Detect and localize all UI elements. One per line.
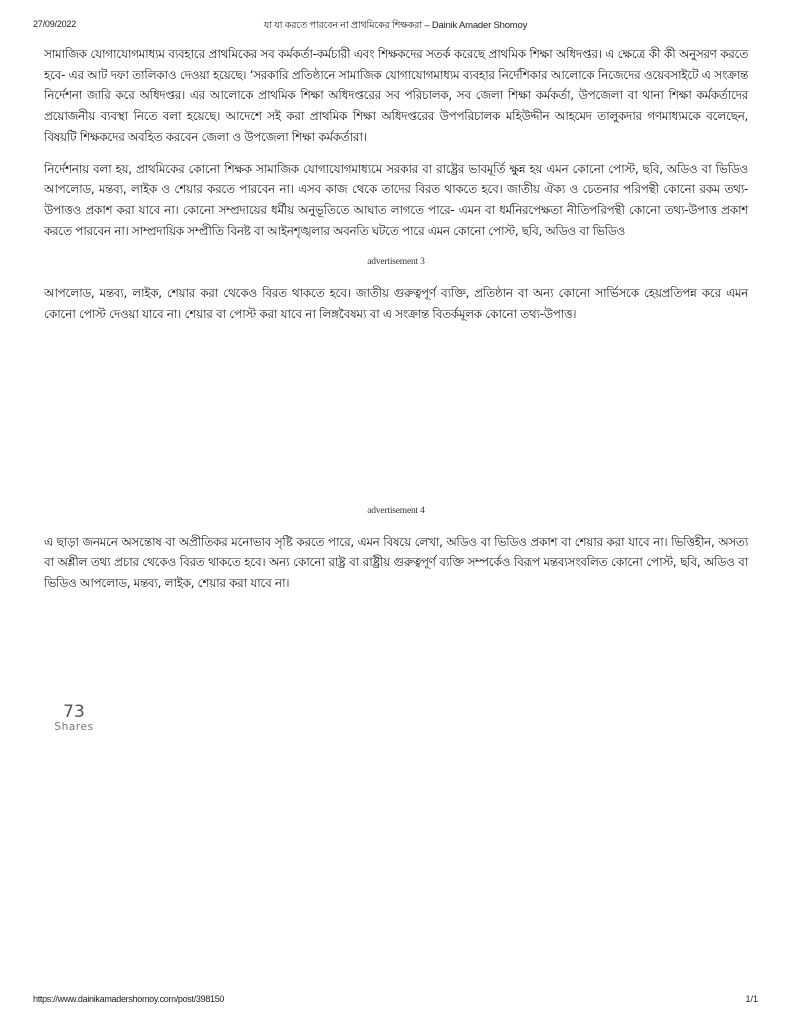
print-date: 27/09/2022 — [33, 19, 77, 29]
share-counter[interactable] — [52, 703, 96, 734]
share-count: 73 — [63, 702, 85, 722]
page-url: https://www.dainikamadershomoy.com/post/398150 — [33, 994, 225, 1004]
share-label: Shares — [54, 721, 94, 733]
article-paragraph: সামাজিক যোগাযোগমাধ্যম ব্যবহারে প্রাথমিকের সব কর্মকর্তা-কর্মচারী এবং শিক্ষকদের সতর্ক করেছে প্রাথমিক শিক্ষা অধিদপ্তর। এ ক্ষেত্রে কী কী অনুসরণ করতে হবে- এর আট দফা তালিকাও দেওয়া হয়েছে। ‘সরকারি প্রতিষ্ঠানে সামাজিক যোগাযোগমাধ্যম ব্যবহার নির্দেশিকার আলোকে নিজেদের ওয়েবসাইটে এ সংক্রান্ত নির্দেশনা জারি করে অধিদপ্তর। এর আলোকে প্রাথমিক শিক্ষা অধিদপ্তরের সব পরিচালক, সব জেলা শিক্ষা কর্মকর্তা, উপজেলা বা থানা শিক্ষা কর্মকর্তাদের প্রয়োজনীয় ব্যবস্থা নিতে বলা হয়েছে। আদেশে সই করা প্রাথমিক শিক্ষা অধিদপ্তরের উপপরিচালক মহিউদ্দীন আহমেদ তালুকদার গণমাধ্যমকে বলেছেন, বিষয়টি শিক্ষকদের অবহিত করবেন জেলা ও উপজেলা শিক্ষা কর্মকর্তারা। — [44, 47, 748, 144]
article-paragraph: এ ছাড়া জনমনে অসন্তোষ বা অপ্রীতিকর মনোভাব সৃষ্টি করতে পারে, এমন বিষয়ে লেখা, অডিও বা ভিডিও প্রকাশ বা শেয়ার করা যাবে না। ভিত্তিহীন, অসত্য বা অশ্লীল তথ্য প্রচার থেকেও বিরত থাকতে হবে। অন্য কোনো রাষ্ট্র বা রাষ্ট্রীয় গুরুত্বপূর্ণ ব্যক্তি সম্পর্কেও বিরূপ মন্তব্যসংবলিত কোনো পোস্ট, ছবি, অডিও বা ভিডিও আপলোড, মন্তব্য, লাইক, শেয়ার করা যাবে না। — [44, 534, 748, 591]
advertisement-label: advertisement 3 — [367, 257, 425, 268]
page-title: যা যা করতে পারবেন না প্রাথমিকের শিক্ষকরা – Dainik Amader Shomoy — [263, 20, 528, 31]
advertisement-label: advertisement 4 — [367, 505, 425, 516]
article-paragraph: নির্দেশনায় বলা হয়, প্রাথমিকের কোনো শিক্ষক সামাজিক যোগাযোগমাধ্যমে সরকার বা রাষ্ট্রের ভাবমূর্তি ক্ষুন্ন হয় এমন কোনো পোস্ট, ছবি, অডিও বা ভিডিও আপলোড, মন্তব্য, লাইক ও শেয়ার করতে পারবেন না। এসব কাজ থেকে তাদের বিরত থাকতে হবে। জাতীয় ঐক্য ও চেতনার পরিপন্থী কোনো রকম তথ্য-উপাত্তও প্রকাশ করা যাবে না। কোনো সম্প্রদায়ের ধর্মীয় অনুভূতিতে আঘাত লাগতে পারে- এমন বা ধর্মনিরপেক্ষতা নীতিপরিপন্থী কোনো তথ্য-উপাত্ত প্রকাশ করতে পারবেন না। সাম্প্রদায়িক সম্প্রীতি বিনষ্ট বা আইনশৃঙ্খলার অবনতি ঘটতে পারে এমন কোনো পোস্ট, ছবি, অডিও বা ভিডিও — [44, 161, 748, 238]
page-number: 1/1 — [745, 994, 758, 1004]
article-body — [44, 44, 748, 594]
article-paragraph: আপলোড, মন্তব্য, লাইক, শেয়ার করা থেকেও বিরত থাকতে হবে। জাতীয় গুরুত্বপূর্ণ ব্যক্তি, প্রতিষ্ঠান বা অন্য কোনো সার্ভিসকে হেয়প্রতিপন্ন করে এমন কোনো পোস্ট দেওয়া যাবে না। শেয়ার বা পোস্ট করা যাবে না লিঙ্গবৈষম্য বা এ সংক্রান্ত বিতর্কমূলক কোনো তথ্য-উপাত্ত। — [44, 286, 748, 322]
